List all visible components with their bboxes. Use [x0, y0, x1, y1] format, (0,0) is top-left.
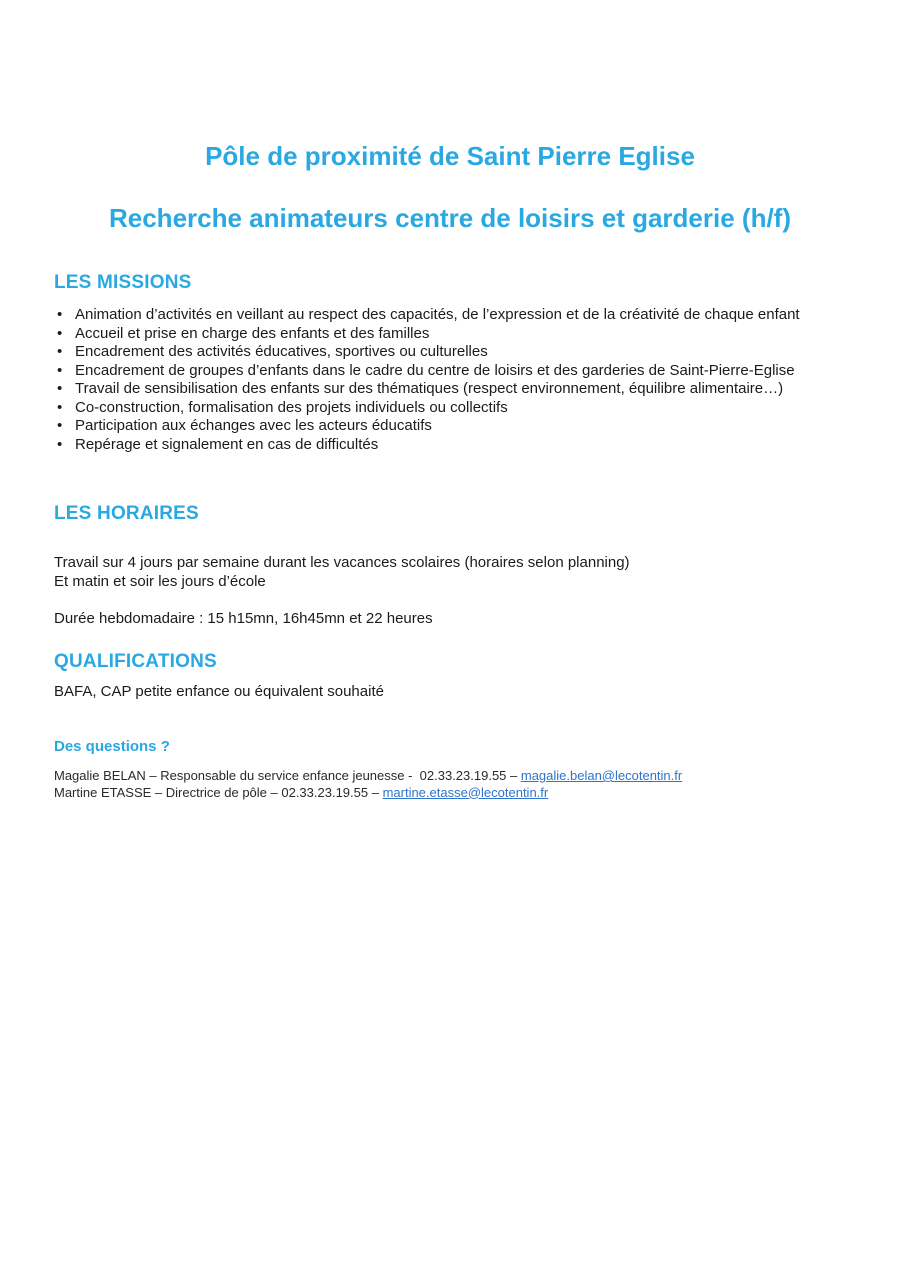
missions-bullet-list: [54, 306, 846, 454]
horaires-heading: LES HORAIRES: [54, 503, 199, 524]
email-link-magalie[interactable]: magalie.belan@lecotentin.fr: [520, 768, 683, 783]
mission-bullet: • Animation d’activités en veillant au respect des capacités, de l’expression et de la créativité de chaque enfant: [54, 306, 846, 325]
questions-heading: Des questions ?: [54, 738, 170, 755]
mission-bullet: • Encadrement de groupes d’enfants dans le cadre du centre de loisirs et des garderies de Saint-Pierre-Eglise: [54, 362, 846, 381]
duree-hebdomadaire-line: Durée hebdomadaire : 15 h15mn, 16h45mn et 22 heures: [54, 610, 433, 627]
email-link-martine[interactable]: martine.etasse@lecotentin.fr: [382, 784, 549, 800]
mission-bullet: • Repérage et signalement en cas de difficultés: [54, 436, 846, 455]
contact-text-magalie: Magalie BELAN – Responsable du service enfance jeunesse - 02.33.23.19.55 –: [54, 768, 521, 783]
mission-bullet: • Accueil et prise en charge des enfants et des familles: [54, 325, 846, 344]
document-title-line1: Pôle de proximité de Saint Pierre Eglise: [205, 141, 695, 171]
mission-bullet: • Participation aux échanges avec les acteurs éducatifs: [54, 417, 846, 436]
contact-text-martine: Martine ETASSE – Directrice de pôle – 02.33.23.19.55 –: [54, 784, 383, 800]
qualifications-heading: QUALIFICATIONS: [54, 650, 217, 672]
horaires-line2: Et matin et soir les jours d’école: [54, 572, 266, 590]
horaires-line1: Travail sur 4 jours par semaine durant les vacances scolaires (horaires selon planning): [54, 554, 630, 571]
contacts-block: [54, 768, 846, 801]
contact-line-magalie: [54, 768, 846, 785]
document-title-line2: Recherche animateurs centre de loisirs et garderie (h/f): [108, 203, 792, 233]
contact-line-martine: [54, 785, 846, 802]
qualifications-text: BAFA, CAP petite enfance ou équivalent souhaité: [54, 682, 384, 700]
missions-heading: LES MISSIONS: [54, 272, 192, 293]
mission-bullet: • Co-construction, formalisation des projets individuels ou collectifs: [54, 399, 846, 418]
mission-bullet: • Travail de sensibilisation des enfants sur des thématiques (respect environnement, équilibre alimentaire…): [54, 380, 846, 399]
horaires-paragraph: [54, 554, 846, 591]
mission-bullet: • Encadrement des activités éducatives, sportives ou culturelles: [54, 343, 846, 362]
